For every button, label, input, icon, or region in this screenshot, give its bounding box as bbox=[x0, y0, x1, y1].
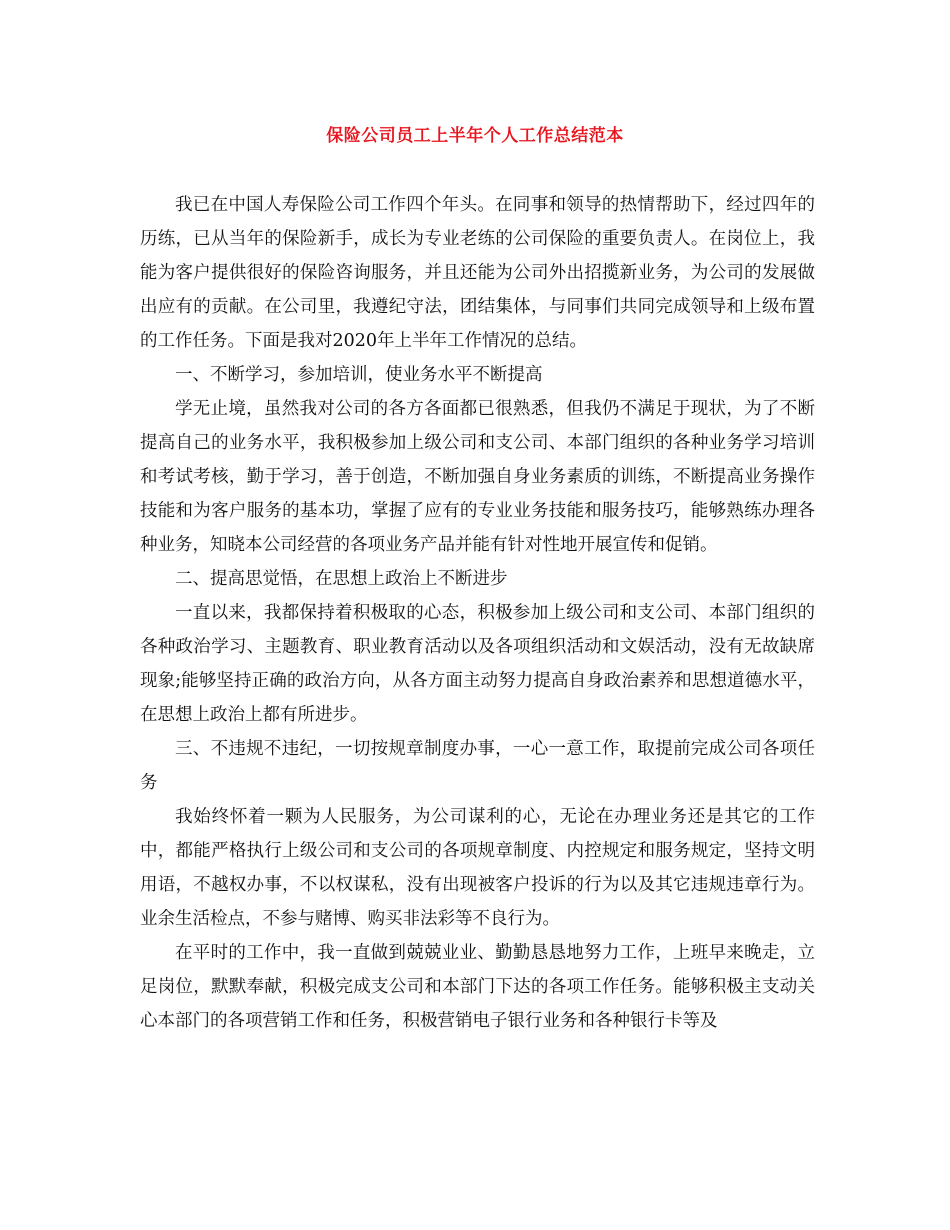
section-paragraph-3: 我始终怀着一颗为人民服务，为公司谋利的心，无论在办理业务还是其它的工作中，都能严格执行上级公司和支公司的各项规章制度、内控规定和服务规定，坚持文明用语，不越权办事，不以权谋私，没有出现被客户投诉的行为以及其它违规违章行为。业余生活检点，不参与赌博、购买非法彩等不良行为。 bbox=[140, 807, 815, 929]
section-paragraph-4: 在平时的工作中，我一直做到兢兢业业、勤勤恳恳地努力工作，上班早来晚走，立足岗位，默默奉献，积极完成支公司和本部门下达的各项工作任务。能够积极主支动关心本部门的各项营销工作和任务，积极营销电子银行业务和各种银行卡等及 bbox=[140, 943, 815, 1031]
document-title: 保险公司员工上半年个人工作总结范本 bbox=[326, 126, 624, 146]
intro-paragraph: 我已在中国人寿保险公司工作四个年头。在同事和领导的热情帮助下，经过四年的历练，已从当年的保险新手，成长为专业老练的公司保险的重要负责人。在岗位上，我能为客户提供很好的保险咨询服务，并且还能为公司外出招揽新业务，为公司的发展做出应有的贡献。在公司里，我遵纪守法，团结集体，与同事们共同完成领导和上级布置的工作任务。下面是我对2020年上半年工作情况的总结。 bbox=[140, 195, 815, 351]
section-paragraph-1: 学无止境，虽然我对公司的各方各面都已很熟悉，但我仍不满足于现状，为了不断提高自己的业务水平，我积极参加上级公司和支公司、本部门组织的各种业务学习培训和考试考核，勤于学习，善于创造，不断加强自身业务素质的训练，不断提高业务操作技能和为客户服务的基本功，掌握了应有的专业业务技能和服务技巧，能够熟练办理各种业务，知晓本公司经营的各项业务产品并能有针对性地开展宣传和促销。 bbox=[140, 399, 815, 555]
section-heading-1: 一、不断学习，参加培训，使业务水平不断提高 bbox=[175, 365, 543, 385]
section-paragraph-2: 一直以来，我都保持着积极取的心态，积极参加上级公司和支公司、本部门组织的各种政治学习、主题教育、职业教育活动以及各项组织活动和文娱活动，没有无故缺席现象;能够坚持正确的政治方向，从各方面主动努力提高自身政治素养和思想道德水平，在思想上政治上都有所进步。 bbox=[140, 603, 815, 725]
document-body bbox=[140, 188, 815, 1038]
section-heading-2: 二、提高思觉悟，在思想上政治上不断进步 bbox=[175, 569, 508, 589]
section-heading-3: 三、不违规不违纪，一切按规章制度办事，一心一意工作，取提前完成公司各项任务 bbox=[140, 739, 815, 793]
